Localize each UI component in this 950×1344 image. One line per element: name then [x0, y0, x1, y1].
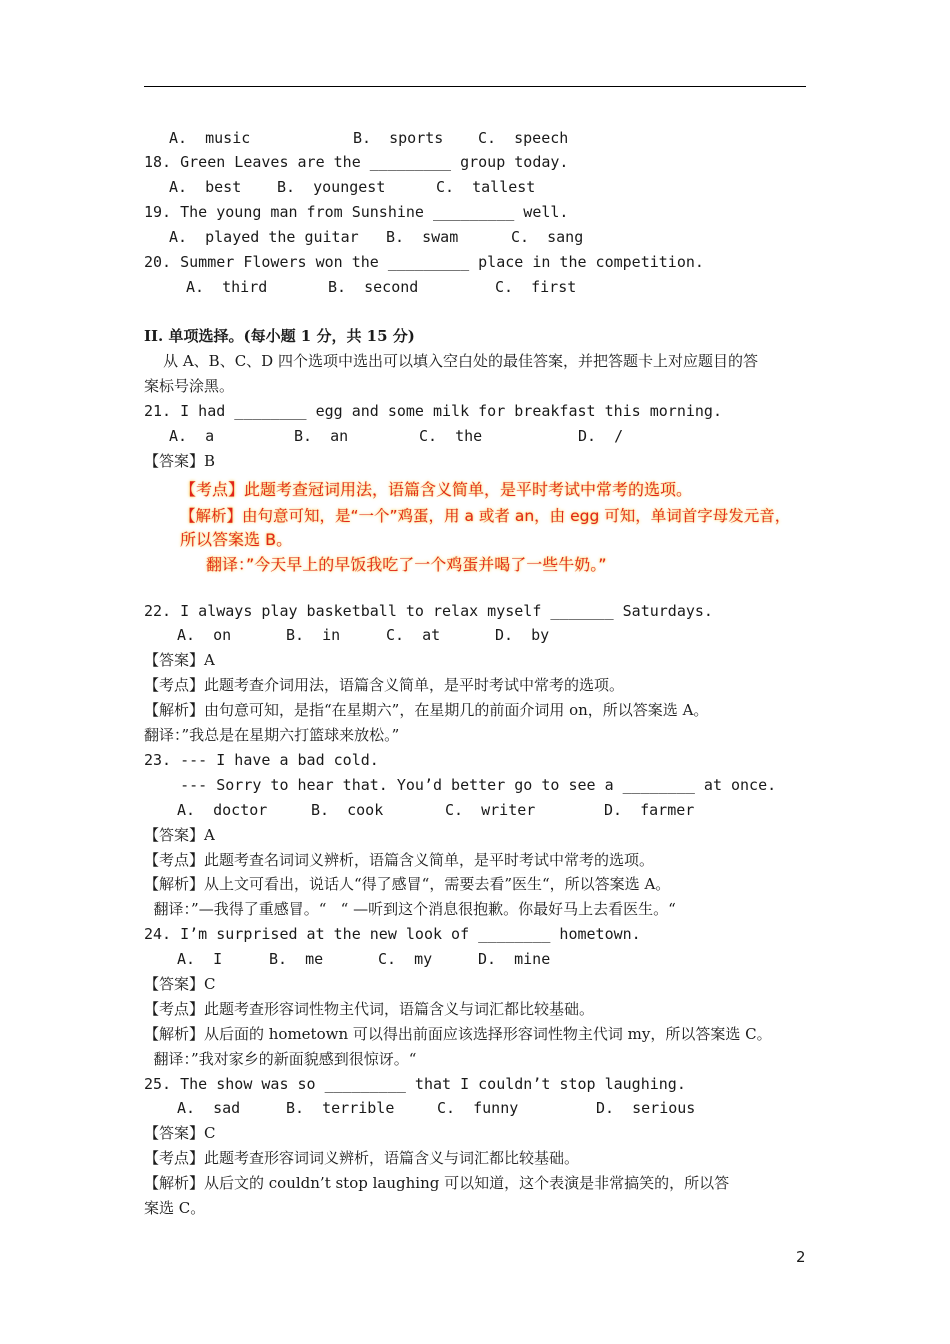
q24-option-c: C. my [378, 950, 433, 968]
q25-option-b: B. terrible [286, 1099, 395, 1117]
q20-option-c: C. first [495, 278, 577, 296]
q23-stem-2: --- Sorry to hear that. You’d better go to see a ________ at once. [144, 776, 777, 794]
q25-option-a: A. sad [177, 1099, 241, 1117]
q25-stem: 25. The show was so _________ that I couldn’t stop laughing. [144, 1075, 686, 1093]
q22-kaodian: 【考点】此题考查介词用法，语篇含义简单，是平时考试中常考的选项。 [144, 676, 625, 694]
q20-stem: 20. Summer Flowers won the _________ place in the competition. [144, 253, 704, 271]
q22-option-a: A. on [177, 626, 232, 644]
section-title: II. 单项选择。(每小题 1 分，共 15 分) [144, 327, 415, 345]
q23-option-d: D. farmer [604, 801, 695, 819]
q22-stem: 22. I always play basketball to relax myself _______ Saturdays. [144, 602, 713, 620]
q23-jiexi: 【解析】从上文可看出，说话人“得了感冒“，需要去看”医生“，所以答案选 A。 [144, 875, 671, 893]
q24-option-a: A. I [177, 950, 223, 968]
q22-option-b: B. in [286, 626, 341, 644]
q24-option-d: D. mine [478, 950, 551, 968]
section-instruction-2: 案标号涂黑。 [144, 377, 235, 395]
q20-option-a: A. third [186, 278, 268, 296]
q22-answer: 【答案】A [144, 651, 215, 669]
q21-jiexi-highlight-2: 所以答案选 B。 [180, 530, 293, 549]
q24-answer: 【答案】C [144, 975, 216, 993]
q24-translation: 翻译：”我对家乡的新面貌感到很惊讶。“ [144, 1050, 417, 1068]
q22-jiexi: 【解析】由句意可知，是指“在星期六”，在星期几的前面介词用 on，所以答案选 A。 [144, 701, 709, 719]
q21-kaodian-highlight: 【考点】此题考查冠词用法，语篇含义简单，是平时考试中常考的选项。 [180, 480, 693, 499]
q17-option-a: A. music [169, 129, 251, 147]
q24-kaodian: 【考点】此题考查形容词性物主代词，语篇含义与词汇都比较基础。 [144, 1000, 595, 1018]
q22-option-c: C. at [386, 626, 441, 644]
q21-option-a: A. a [169, 427, 215, 445]
q23-kaodian: 【考点】此题考查名词词义辨析，语篇含义简单，是平时考试中常考的选项。 [144, 851, 655, 869]
q24-stem: 24. I’m surprised at the new look of ________ hometown. [144, 925, 641, 943]
q23-stem-1: 23. --- I have a bad cold. [144, 751, 379, 769]
q19-option-b: B. swam [386, 228, 459, 246]
q25-jiexi-2: 案选 C。 [144, 1199, 206, 1217]
q19-option-c: C. sang [511, 228, 584, 246]
section-instruction-1: 从 A、B、C、D 四个选项中选出可以填入空白处的最佳答案，并把答题卡上对应题目的答 [144, 352, 758, 370]
q21-option-d: D. / [578, 427, 624, 445]
q19-option-a: A. played the guitar [169, 228, 359, 246]
q24-option-b: B. me [269, 950, 324, 968]
q18-option-c: C. tallest [436, 178, 536, 196]
q25-kaodian: 【考点】此题考查形容词词义辨析，语篇含义与词汇都比较基础。 [144, 1149, 580, 1167]
q21-option-c: C. the [419, 427, 483, 445]
q17-option-c: C. speech [478, 129, 569, 147]
q23-option-c: C. writer [445, 801, 536, 819]
q21-answer: 【答案】B [144, 452, 216, 470]
q18-option-a: A. best [169, 178, 242, 196]
q21-option-b: B. an [294, 427, 349, 445]
page-number: 2 [796, 1248, 806, 1266]
q19-stem: 19. The young man from Sunshine _________ well. [144, 203, 569, 221]
q25-option-c: C. funny [437, 1099, 519, 1117]
q25-option-d: D. serious [596, 1099, 696, 1117]
q22-option-d: D. by [495, 626, 550, 644]
q23-translation: 翻译：”—我得了重感冒。“ “ —听到这个消息很抱歉。你最好马上去看医生。“ [144, 900, 676, 918]
q22-translation: 翻译：”我总是在星期六打篮球来放松。” [144, 726, 400, 744]
q23-answer: 【答案】A [144, 826, 215, 844]
q18-option-b: B. youngest [277, 178, 386, 196]
q18-stem: 18. Green Leaves are the _________ group today. [144, 153, 569, 171]
q25-answer: 【答案】C [144, 1124, 216, 1142]
q23-option-a: A. doctor [177, 801, 268, 819]
q21-jiexi-highlight: 【解析】由句意可知，是“一个”鸡蛋，用 a 或者 an，由 egg 可知，单词首字母发元音， [180, 507, 791, 525]
q24-jiexi: 【解析】从后面的 hometown 可以得出前面应该选择形容词性物主代词 my，所以答案选 C。 [144, 1025, 772, 1043]
q21-translation-highlight: 翻译：”今天早上的早饭我吃了一个鸡蛋并喝了一些牛奶。” [206, 555, 607, 574]
q17-option-b: B. sports [353, 129, 444, 147]
q25-jiexi-1: 【解析】从后文的 couldn’t stop laughing 可以知道，这个表演是非常搞笑的，所以答 [144, 1174, 730, 1192]
q23-option-b: B. cook [311, 801, 384, 819]
q20-option-b: B. second [328, 278, 419, 296]
q21-stem: 21. I had ________ egg and some milk for breakfast this morning. [144, 402, 722, 420]
header-rule [144, 86, 806, 87]
